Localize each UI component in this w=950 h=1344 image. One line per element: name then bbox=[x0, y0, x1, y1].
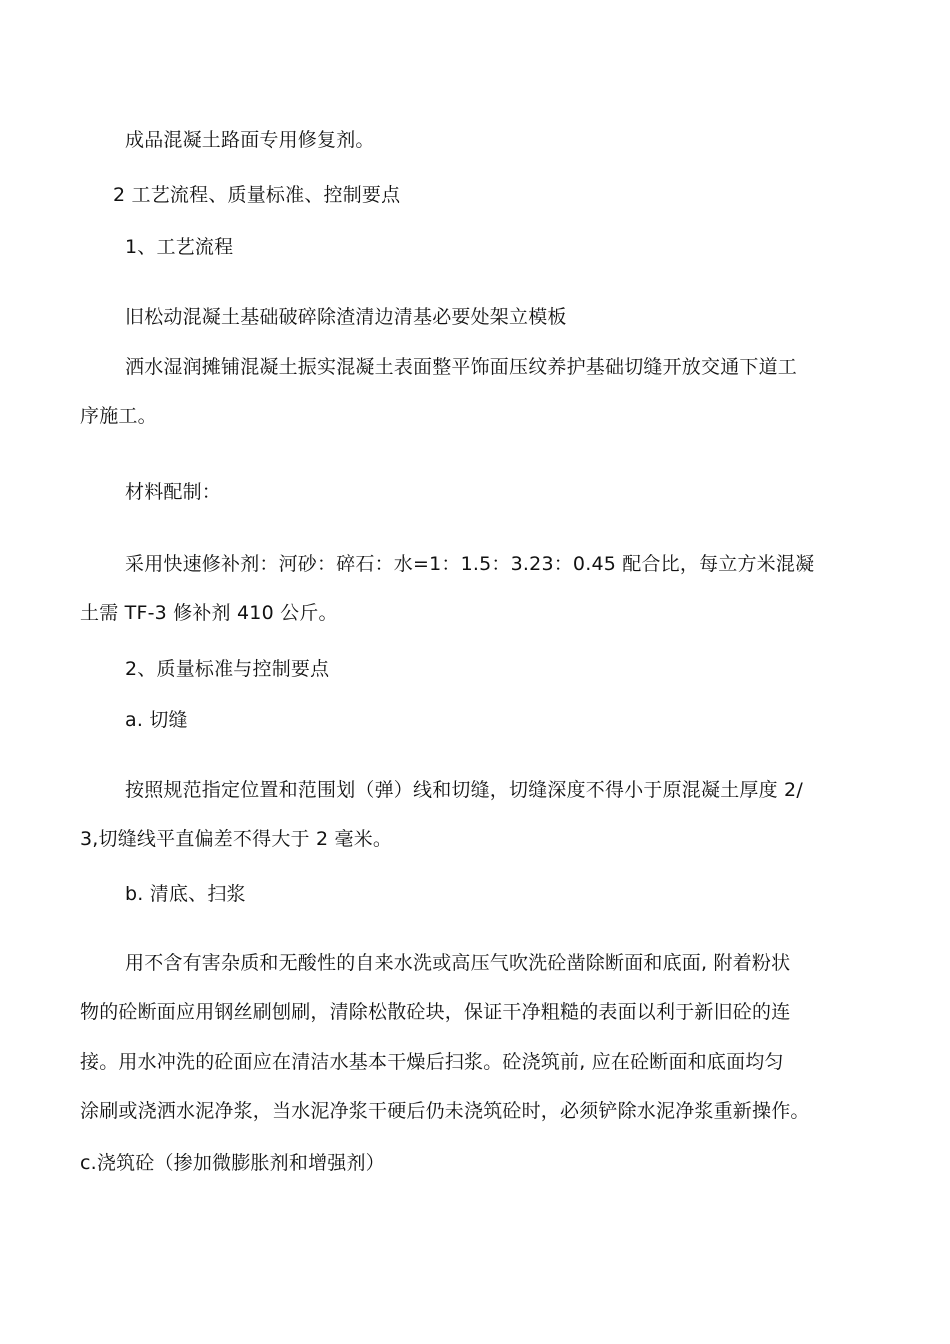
heading-cleaning: b. 清底、扫浆 bbox=[125, 883, 246, 905]
heading-process-flow: 1、工艺流程 bbox=[125, 236, 234, 258]
paragraph-flow-step-2: 洒水湿润摊铺混凝土振实混凝土表面整平饰面压纹养护基础切缝开放交通下道工 bbox=[125, 356, 798, 378]
heading-cutting: a. 切缝 bbox=[125, 709, 188, 731]
paragraph-cleaning-2: 物的砼断面应用钢丝刷刨刷，清除松散砼块，保证干净粗糙的表面以利于新旧砼的连 bbox=[80, 1001, 791, 1023]
paragraph-repair-agent: 成品混凝土路面专用修复剂。 bbox=[125, 129, 375, 151]
paragraph-cleaning-1: 用不含有害杂质和无酸性的自来水洗或高压气吹洗砼凿除断面和底面, 附着粉状 bbox=[125, 952, 791, 974]
paragraph-cutting-cont: 3,切缝线平直偏差不得大于 2 毫米。 bbox=[80, 828, 393, 850]
paragraph-cleaning-4: 涂刷或浇洒水泥净浆，当水泥净浆干硬后仍未浇筑砼时，必须铲除水泥净浆重新操作。 bbox=[80, 1100, 810, 1122]
paragraph-flow-step-2-cont: 序施工。 bbox=[80, 405, 157, 427]
paragraph-mix-ratio: 采用快速修补剂：河砂：碎石：水=1：1.5：3.23：0.45 配合比，每立方米混凝 bbox=[125, 553, 815, 575]
heading-pouring: c.浇筑砼（掺加微膨胀剂和增强剂） bbox=[80, 1152, 385, 1174]
paragraph-cutting: 按照规范指定位置和范围划（弹）线和切缝，切缝深度不得小于原混凝土厚度 2/ bbox=[125, 779, 803, 801]
paragraph-mix-ratio-cont: 土需 TF-3 修补剂 410 公斤。 bbox=[80, 602, 338, 624]
heading-material-mix: 材料配制： bbox=[125, 481, 222, 503]
heading-section-2: 2 工艺流程、质量标准、控制要点 bbox=[113, 184, 401, 206]
heading-quality-control: 2、质量标准与控制要点 bbox=[125, 658, 330, 680]
paragraph-flow-step-1: 旧松动混凝土基础破碎除渣清边清基必要处架立模板 bbox=[125, 306, 567, 328]
paragraph-cleaning-3: 接。用水冲洗的砼面应在清洁水基本干燥后扫浆。砼浇筑前, 应在砼断面和底面均匀 bbox=[80, 1051, 784, 1073]
